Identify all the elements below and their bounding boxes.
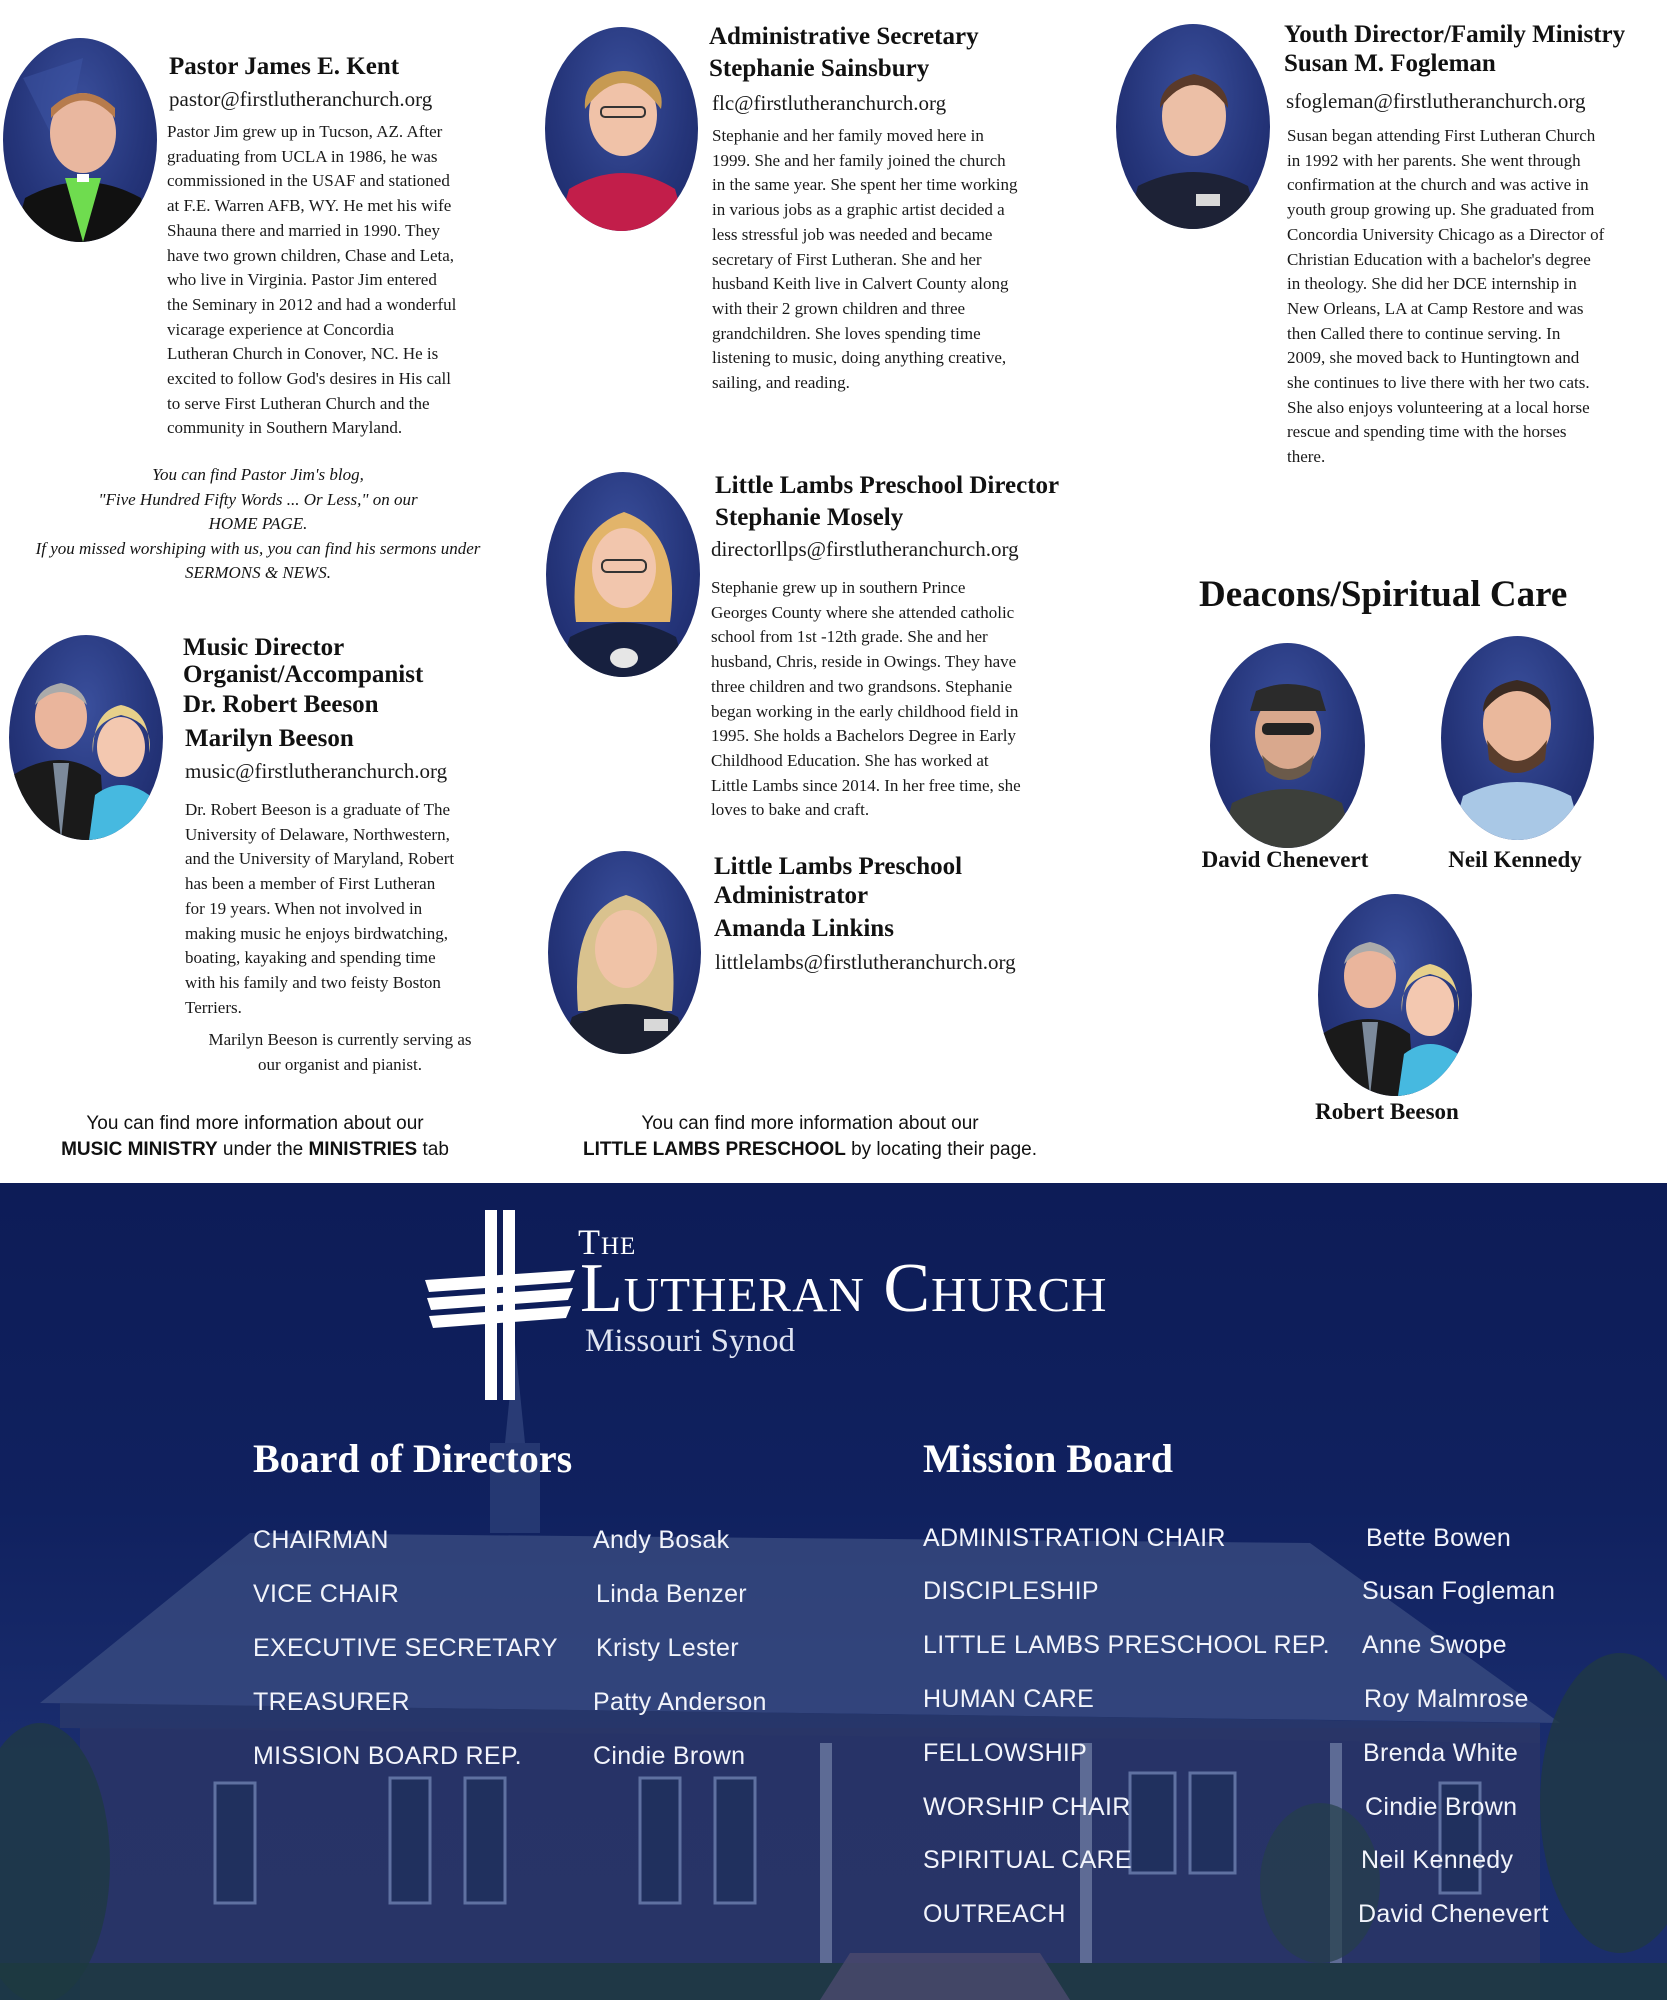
mb-member: Susan Fogleman xyxy=(1362,1577,1556,1605)
bod-member: Kristy Lester xyxy=(596,1634,739,1662)
bod-member: Andy Bosak xyxy=(593,1526,730,1554)
boards-section xyxy=(0,1183,1667,2000)
mb-member: Brenda White xyxy=(1363,1739,1519,1767)
bod-member: Linda Benzer xyxy=(596,1580,747,1608)
music-bio: Dr. Robert Beeson is a graduate of The University of Delaware, Northwestern, and the University of Maryland, Robert has been a member of First Lutheran for 19 years. When not involved in making music he enjoys birdwatching, boating, kayaking and spending time with his family and two feisty Boston Terriers. xyxy=(185,800,455,1017)
deacon-photo-robert xyxy=(1318,894,1472,1096)
deacon-name-david: David Chenevert xyxy=(1201,847,1369,872)
preschool-director-photo xyxy=(546,472,700,677)
admin-secretary-email[interactable]: flc@firstlutheranchurch.org xyxy=(712,91,947,115)
mb-role: OUTREACH xyxy=(923,1900,1066,1928)
person-portrait-icon xyxy=(546,472,700,677)
mb-role: HUMAN CARE xyxy=(923,1685,1095,1713)
preschool-director-email[interactable]: directorllps@firstlutheranchurch.org xyxy=(711,537,1019,561)
preschool-admin-photo xyxy=(548,851,701,1054)
mb-role: LITTLE LAMBS PRESCHOOL REP. xyxy=(923,1631,1330,1659)
music-email[interactable]: music@firstlutheranchurch.org xyxy=(185,759,448,783)
mb-member: Neil Kennedy xyxy=(1361,1846,1514,1874)
bod-role: EXECUTIVE SECRETARY xyxy=(253,1634,558,1662)
music-role-1: Music Director xyxy=(183,634,345,661)
youth-director-role: Youth Director/Family Ministry xyxy=(1284,21,1626,48)
mb-member: Bette Bowen xyxy=(1366,1524,1512,1552)
music-photo xyxy=(9,635,163,840)
preschool-note: You can find more information about our LITTLE LAMBS PRESCHOOL by locating their page. xyxy=(582,1113,1037,1160)
person-portrait-icon xyxy=(1210,643,1365,848)
bod-role: VICE CHAIR xyxy=(253,1580,400,1608)
mb-role: WORSHIP CHAIR xyxy=(923,1793,1131,1821)
deacon-photo-david xyxy=(1210,643,1365,848)
preschool-admin-name: Amanda Linkins xyxy=(714,915,894,942)
pastor-bio: Pastor Jim grew up in Tucson, AZ. After graduating from UCLA in 1986, he was commissioned in the USAF and stationed at F.E. Warren AFB, WY. He met his wife Shauna there and married in 1990. They have two grown children, Chase and Leta, who live in Virginia. Pastor Jim entered the Seminary in 2012 and had a wonderful vicarage experience at Concordia Lutheran Church in Conover, NC. He is excited to follow God's desires in His call to serve First Lutheran Church and the community in Southern Maryland. xyxy=(167,122,457,438)
deacon-name-neil: Neil Kennedy xyxy=(1448,847,1582,872)
mb-member: Roy Malmrose xyxy=(1364,1685,1529,1713)
person-portrait-icon xyxy=(545,27,698,231)
pastor-photo xyxy=(3,38,157,242)
admin-secretary-bio: Stephanie and her family moved here in 1999. She and her family joined the church in the same year. She spent her time working in various jobs as a graphic artist decided a less stressful job was needed and became secretary of First Lutheran. She and her husband Keith live in Calvert County along with their 2 grown children and three grandchildren. She loves spending time listening to music, doing anything creative, sailing, and reading. xyxy=(712,126,1018,393)
music-name-2: Marilyn Beeson xyxy=(185,725,354,752)
bod-role: CHAIRMAN xyxy=(253,1526,389,1554)
music-role-2: Organist/Accompanist xyxy=(183,661,424,688)
pastor-title: Pastor James E. Kent xyxy=(169,53,400,80)
preschool-admin-email[interactable]: littlelambs@firstlutheranchurch.org xyxy=(715,950,1016,974)
youth-director-bio: Susan began attending First Lutheran Church in 1992 with her parents. She went through confirmation at the church and was active in youth group growing up. She graduated from Concordia University Chicago as a Director of Christian Education with a bachelor's degree in theology. She did her DCE internship in New Orleans, LA at Camp Restore and was then Called there to continue serving. In 2009, she moved back to Huntingtown and she continues to live there with her two cats. She also enjoys volunteering at a local horse rescue and spending time with the horses there. xyxy=(1287,126,1605,467)
person-portrait-icon xyxy=(1318,894,1472,1096)
ministries-tab-link[interactable]: MINISTRIES xyxy=(308,1139,418,1160)
person-portrait-icon xyxy=(1116,24,1270,229)
music-bio-marilyn: Marilyn Beeson is currently serving as our organist and pianist. xyxy=(208,1030,472,1074)
deacon-name-robert: Robert Beeson xyxy=(1315,1099,1459,1124)
board-of-directors-title: Board of Directors xyxy=(253,1436,573,1481)
preschool-director-name: Stephanie Mosely xyxy=(715,504,904,531)
deacons-title: Deacons/Spiritual Care xyxy=(1199,574,1568,615)
logo-text-sub: Missouri Synod xyxy=(585,1323,795,1359)
youth-director-photo xyxy=(1116,24,1270,229)
preschool-admin-role-2: Administrator xyxy=(714,882,869,909)
preschool-director-bio: Stephanie grew up in southern Prince Georges County where she attended catholic school from 1st -12th grade. She and her husband, Chris, reside in Owings. They have three children and two grandsons. Stephanie began working in the early childhood field in 1995. She holds a Bachelors Degree in Early Childhood Education. She has worked at Little Lambs since 2014. In her free time, she loves to bake and craft. xyxy=(711,578,1021,820)
bod-role: MISSION BOARD REP. xyxy=(253,1742,522,1770)
bod-member: Patty Anderson xyxy=(593,1688,767,1716)
mb-member: Cindie Brown xyxy=(1365,1793,1518,1821)
mb-role: ADMINISTRATION CHAIR xyxy=(923,1524,1226,1552)
pastor-blog-note: You can find Pastor Jim's blog, "Five Hundred Fifty Words ... Or Less," on our HOME PAGE. If you missed worshiping with us, you can find his sermons under SERMONS & NEWS. xyxy=(35,465,481,582)
preschool-admin-role-1: Little Lambs Preschool xyxy=(714,853,963,880)
person-portrait-icon xyxy=(1441,636,1594,840)
preschool-director-role: Little Lambs Preschool Director xyxy=(715,472,1060,499)
little-lambs-preschool-link[interactable]: LITTLE LAMBS PRESCHOOL xyxy=(582,1139,846,1160)
admin-secretary-role: Administrative Secretary xyxy=(709,23,979,50)
logo-text-the: The xyxy=(578,1222,637,1262)
mb-member: Anne Swope xyxy=(1362,1631,1507,1659)
logo-text-main: Lutheran Church xyxy=(580,1250,1108,1327)
music-ministry-note: You can find more information about our MUSIC MINISTRY under the MINISTRIES tab xyxy=(61,1113,449,1160)
pastor-email[interactable]: pastor@firstlutheranchurch.org xyxy=(169,87,433,111)
mb-role: DISCIPLESHIP xyxy=(923,1577,1099,1605)
person-portrait-icon xyxy=(548,851,701,1054)
mb-role: FELLOWSHIP xyxy=(923,1739,1088,1767)
music-ministry-link[interactable]: MUSIC MINISTRY xyxy=(61,1139,218,1160)
bod-member: Cindie Brown xyxy=(593,1742,746,1770)
admin-secretary-photo xyxy=(545,27,698,231)
mission-board-title: Mission Board xyxy=(923,1436,1174,1481)
deacon-photo-neil xyxy=(1441,636,1594,840)
lcms-cross-logo-icon xyxy=(425,1210,585,1400)
music-name-1: Dr. Robert Beeson xyxy=(183,691,379,718)
youth-director-name: Susan M. Fogleman xyxy=(1284,50,1496,77)
mb-member: David Chenevert xyxy=(1358,1900,1549,1928)
mb-role: SPIRITUAL CARE xyxy=(923,1846,1132,1874)
admin-secretary-name: Stephanie Sainsbury xyxy=(709,55,930,82)
person-portrait-icon xyxy=(3,38,157,242)
bod-role: TREASURER xyxy=(253,1688,410,1716)
youth-director-email[interactable]: sfogleman@firstlutheranchurch.org xyxy=(1286,89,1586,113)
person-portrait-icon xyxy=(9,635,163,840)
